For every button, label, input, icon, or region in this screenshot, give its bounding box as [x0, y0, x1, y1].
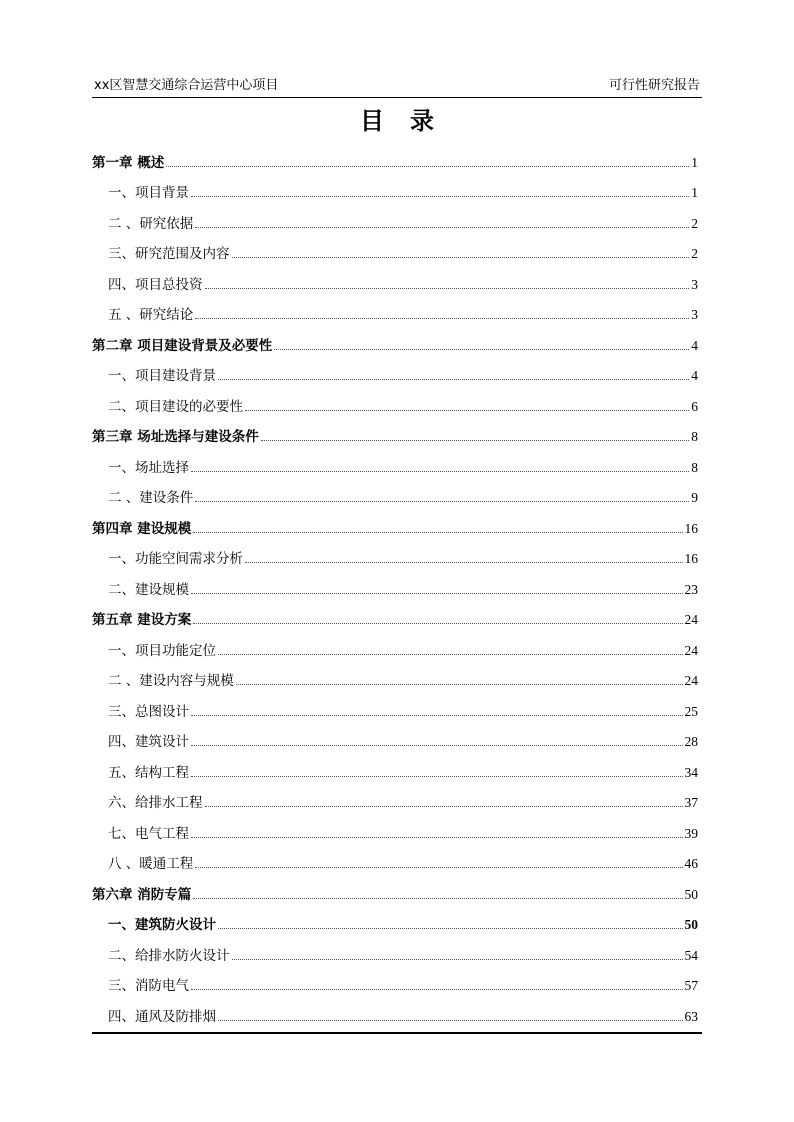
- toc-section-entry[interactable]: [92, 232, 698, 263]
- toc-entry-label: 一、建筑防火设计: [108, 917, 216, 933]
- toc-page-number: 24: [684, 612, 698, 627]
- toc-section-entry[interactable]: [92, 720, 698, 751]
- toc-dot-leader: [193, 897, 682, 899]
- page-title: 目录: [360, 107, 460, 135]
- toc-page-number: 4: [691, 337, 698, 353]
- toc-entry-label: 六、给排水工程: [108, 795, 203, 811]
- toc-section-entry[interactable]: [92, 476, 698, 507]
- toc-entry-label: 四、项目总投资: [108, 276, 203, 293]
- toc-section-entry[interactable]: [92, 781, 698, 812]
- toc-section-entry[interactable]: [92, 811, 698, 842]
- toc-chapter-entry[interactable]: [92, 140, 698, 171]
- toc-entry-label: 一、项目背景: [108, 185, 189, 201]
- toc-page-number: 23: [684, 581, 698, 597]
- toc-page-number: 3: [691, 307, 698, 322]
- toc-page-number: 16: [684, 520, 698, 536]
- toc-page-number: 63: [684, 1008, 698, 1024]
- toc-page-number: 6: [691, 398, 698, 414]
- toc-page-number: 4: [691, 368, 698, 383]
- toc-section-entry[interactable]: [92, 384, 698, 415]
- toc-entry-label: 第四章 建设规模: [92, 520, 192, 537]
- toc-chapter-entry[interactable]: [92, 506, 698, 537]
- toc-dot-leader: [191, 744, 683, 746]
- toc-page-number: 54: [684, 947, 698, 963]
- toc-entry-label: 二 、研究依据: [108, 215, 194, 232]
- toc-entry-label: 第一章 概述: [92, 154, 165, 171]
- toc-section-entry[interactable]: [92, 537, 698, 568]
- toc-entry-label: 五、结构工程: [108, 764, 189, 781]
- toc-entry-label: 第三章 场址选择与建设条件: [92, 429, 259, 445]
- toc-section-entry[interactable]: [92, 994, 698, 1025]
- toc-page-number: 39: [684, 825, 698, 841]
- toc-entry-label: 二 、建设条件: [108, 490, 194, 506]
- toc-entry-label: 一、功能空间需求分析: [108, 551, 243, 567]
- toc-dot-leader: [236, 683, 683, 685]
- toc-dot-leader: [232, 256, 690, 258]
- toc-dot-leader: [274, 348, 689, 350]
- toc-page-number: 28: [684, 734, 698, 749]
- toc-section-entry[interactable]: [92, 842, 698, 873]
- toc-dot-leader: [195, 226, 689, 228]
- header-project-title: xx区智慧交通综合运营中心项目: [94, 78, 279, 93]
- toc-page-number: 8: [691, 459, 698, 475]
- toc-page-number: 8: [691, 429, 698, 444]
- toc-chapter-entry[interactable]: [92, 872, 698, 903]
- toc-dot-leader: [193, 531, 682, 533]
- toc-page-number: 46: [684, 856, 698, 871]
- toc-entry-label: 五 、研究结论: [108, 307, 194, 323]
- toc-dot-leader: [191, 988, 683, 990]
- toc-dot-leader: [191, 592, 683, 594]
- toc-page-number: 25: [684, 703, 698, 719]
- toc-entry-label: 三、研究范围及内容: [108, 246, 230, 262]
- toc-page-number: 2: [691, 215, 698, 231]
- toc-entry-label: 四、通风及防排烟: [108, 1008, 216, 1025]
- toc-entry-label: 三、消防电气: [108, 978, 189, 994]
- toc-entry-label: 二、项目建设的必要性: [108, 398, 243, 415]
- header-divider: [92, 97, 702, 98]
- toc-section-entry[interactable]: [92, 567, 698, 598]
- toc-page-number: 9: [691, 490, 698, 505]
- toc-entry-label: 第二章 项目建设背景及必要性: [92, 337, 273, 354]
- toc-dot-leader: [245, 409, 689, 411]
- toc-entry-label: 四、建筑设计: [108, 734, 189, 750]
- table-of-contents: [92, 140, 698, 1025]
- toc-dot-leader: [205, 287, 690, 289]
- toc-section-entry[interactable]: [92, 293, 698, 324]
- toc-entry-label: 二、给排水防火设计: [108, 947, 230, 964]
- toc-entry-label: 二、建设规模: [108, 581, 189, 598]
- toc-page-number: 37: [684, 795, 698, 810]
- toc-dot-leader: [205, 805, 683, 807]
- toc-chapter-entry[interactable]: [92, 323, 698, 354]
- toc-entry-label: 三、总图设计: [108, 703, 189, 720]
- toc-dot-leader: [191, 775, 683, 777]
- toc-section-entry[interactable]: [92, 354, 698, 385]
- toc-section-entry[interactable]: [92, 689, 698, 720]
- page-header: [92, 76, 702, 96]
- toc-page-number: 3: [691, 276, 698, 292]
- toc-dot-leader: [261, 439, 690, 441]
- toc-section-entry[interactable]: [92, 628, 698, 659]
- toc-section-entry[interactable]: [92, 750, 698, 781]
- toc-section-entry[interactable]: [92, 933, 698, 964]
- toc-dot-leader: [193, 622, 682, 624]
- toc-dot-leader: [232, 958, 683, 960]
- toc-dot-leader: [195, 317, 689, 319]
- toc-section-entry[interactable]: [92, 201, 698, 232]
- toc-section-entry[interactable]: [92, 171, 698, 202]
- toc-entry-label: 第五章 建设方案: [92, 612, 192, 628]
- toc-entry-label: 一、场址选择: [108, 459, 189, 476]
- toc-page-number: 1: [691, 154, 698, 170]
- toc-section-entry[interactable]: [92, 262, 698, 293]
- toc-entry-label: 一、项目建设背景: [108, 368, 216, 384]
- toc-page-number: 16: [684, 551, 698, 566]
- toc-dot-leader: [218, 1019, 683, 1021]
- footer-divider: [92, 1032, 702, 1034]
- toc-dot-leader: [191, 714, 683, 716]
- toc-dot-leader: [191, 470, 689, 472]
- toc-dot-leader: [218, 653, 683, 655]
- toc-page-number: 24: [684, 642, 698, 658]
- toc-dot-leader: [191, 836, 683, 838]
- toc-entry-label: 七、电气工程: [108, 825, 189, 842]
- toc-page-number: 1: [691, 185, 698, 200]
- toc-entry-label: 一、项目功能定位: [108, 642, 216, 659]
- toc-dot-leader: [191, 195, 689, 197]
- toc-section-entry[interactable]: [92, 659, 698, 690]
- toc-dot-leader: [166, 165, 689, 167]
- toc-section-entry[interactable]: [92, 903, 698, 934]
- toc-chapter-entry[interactable]: [92, 415, 698, 446]
- toc-dot-leader: [218, 927, 683, 929]
- toc-entry-label: 八 、暖通工程: [108, 856, 194, 872]
- toc-page-number: 2: [691, 246, 698, 261]
- header-report-type: 可行性研究报告: [608, 78, 700, 93]
- toc-section-entry[interactable]: [92, 964, 698, 995]
- toc-page-number: 34: [684, 764, 698, 780]
- toc-entry-label: 二 、建设内容与规模: [108, 673, 234, 689]
- toc-dot-leader: [195, 866, 682, 868]
- toc-page-number: 50: [684, 917, 698, 932]
- toc-dot-leader: [245, 561, 683, 563]
- toc-chapter-entry[interactable]: [92, 598, 698, 629]
- toc-dot-leader: [195, 500, 689, 502]
- toc-section-entry[interactable]: [92, 445, 698, 476]
- toc-dot-leader: [218, 378, 689, 380]
- toc-page-number: 57: [684, 978, 698, 993]
- toc-page-number: 24: [684, 673, 698, 688]
- toc-page-number: 50: [684, 886, 698, 902]
- toc-entry-label: 第六章 消防专篇: [92, 886, 192, 903]
